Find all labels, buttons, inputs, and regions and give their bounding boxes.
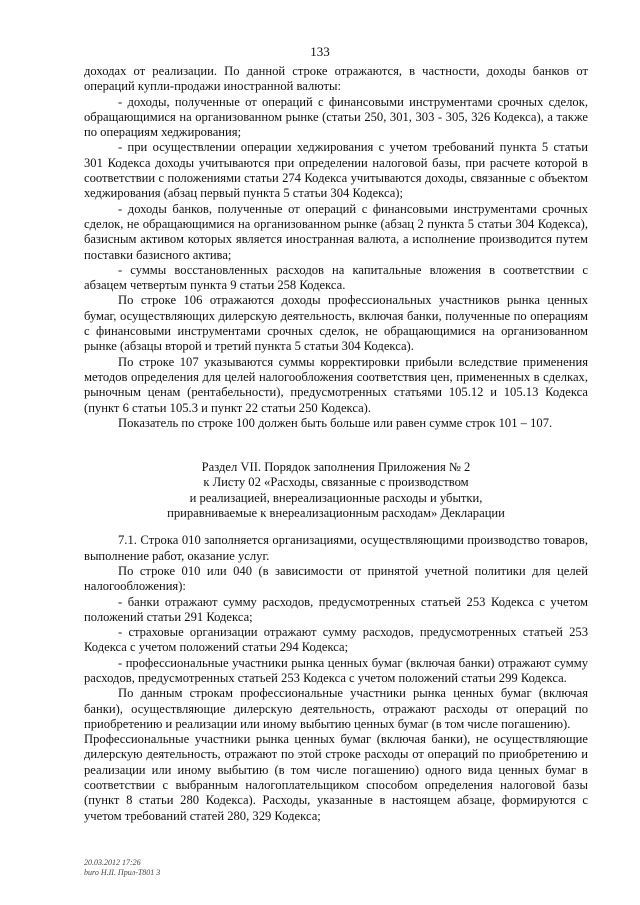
paragraph: 7.1. Строка 010 заполняется организациями, осуществляющими производство товаров, выполнение работ, оказание услуг. [84,533,588,563]
section-heading [84,460,588,521]
list-item: - доходы банков, полученные от операций с финансовыми инструментами срочных сделок, не обращающимися на организованном рынке (абзац 2 пункта 5 статьи 304 Кодекса), базисным активом которых является иностранная валюта, а исполнение производится путем поставки базисного актива; [84,201,588,262]
paragraph: По данным строкам профессиональные участники рынка ценных бумаг (включая банки), осуществляющие дилерскую деятельность, отражают расходы от операций по приобретению и реализации или иному выбытию ценных бумаг (в том числе погашению). [84,686,588,731]
footer-line: 20.03.2012 17:26 [84,858,141,867]
list-item: - профессиональные участники рынка ценных бумаг (включая банки) отражают сумму расходов, предусмотренных статьей 253 Кодекса с учетом положений статьи 299 Кодекса. [84,655,588,685]
section-heading-line: приравниваемые к внереализационным расходам» Декларации [167,506,505,521]
paragraph: По строке 106 отражаются доходы профессиональных участников рынка ценных бумаг, осуществляющих дилерскую деятельность, включая банки, полученные по операциям с финансовыми инструментами срочных сделок, не обращающимися на организованном рынке (абзацы второй и третий пункта 5 статьи 304 Кодекса). [84,293,588,354]
paragraph: Показатель по строке 100 должен быть больше или равен сумме строк 101 – 107. [118,415,553,430]
document-body [84,64,588,824]
paragraph: По строке 107 указываются суммы корректировки прибыли вследствие применения методов определения для целей налогообложения соответствия цен, примененных в сделках, рыночным ценам (рентабельности), предусмотренных статьями 105.12 и 105.13 Кодекса (пункт 6 статьи 105.3 и пункт 22 статьи 250 Кодекса). [84,354,588,415]
paragraph: доходах от реализации. По данной строке отражаются, в частности, доходы банков от операций купли-продажи иностранной валюты: [84,64,588,94]
list-item: - при осуществлении операции хеджирования с учетом требований пункта 5 статьи 301 Кодекса доходы учитываются при определении налоговой базы, при расчете которой в соответствии с положениями статьи 274 Кодекса учитываются доходы, связанные с объектом хеджирования (абзац первый пункта 5 статьи 304 Кодекса); [84,140,588,201]
paragraph: Профессиональные участники рынка ценных бумаг (включая банки), не осуществляющие дилерскую деятельность, отражают по этой строке расходы от операций по приобретению и реализации или иному выбытию (в том числе погашению) одного вида ценных бумаг в соответствии с выбранным налогоплательщиком способом определения налоговой базы (пункт 8 статьи 280 Кодекса). Расходы, указанные в настоящем абзаце, формируются с учетом требований статей 280, 329 Кодекса; [84,732,588,823]
list-item: - суммы восстановленных расходов на капитальные вложения в соответствии с абзацем четвертым пункта 9 статьи 258 Кодекса. [84,262,588,293]
list-item: - доходы, полученные от операций с финансовыми инструментами срочных сделок, обращающимися на организованном рынке (статьи 250, 301, 303 - 305, 326 Кодекса), а также по операциям хеджирования; [84,94,588,140]
footer-line: buro H.II. Прил-Т801 3 [84,868,161,877]
section-heading-line: к Листу 02 «Расходы, связанные с производством [203,475,469,490]
page-number: 133 [310,44,330,59]
footer-stamp [84,858,160,878]
list-item: - банки отражают сумму расходов, предусмотренных статьей 253 Кодекса с учетом положений статьи 291 Кодекса; [84,594,588,624]
section-heading-line: Раздел VII. Порядок заполнения Приложения № 2 [201,460,471,475]
list-item: - страховые организации отражают сумму расходов, предусмотренных статьей 253 Кодекса с учетом положений статьи 294 Кодекса; [84,625,588,655]
paragraph: По строке 010 или 040 (в зависимости от принятой учетной политики для целей налогообложения): [84,563,588,594]
section-heading-line: и реализацией, внереализационные расходы и убытки, [189,490,483,505]
